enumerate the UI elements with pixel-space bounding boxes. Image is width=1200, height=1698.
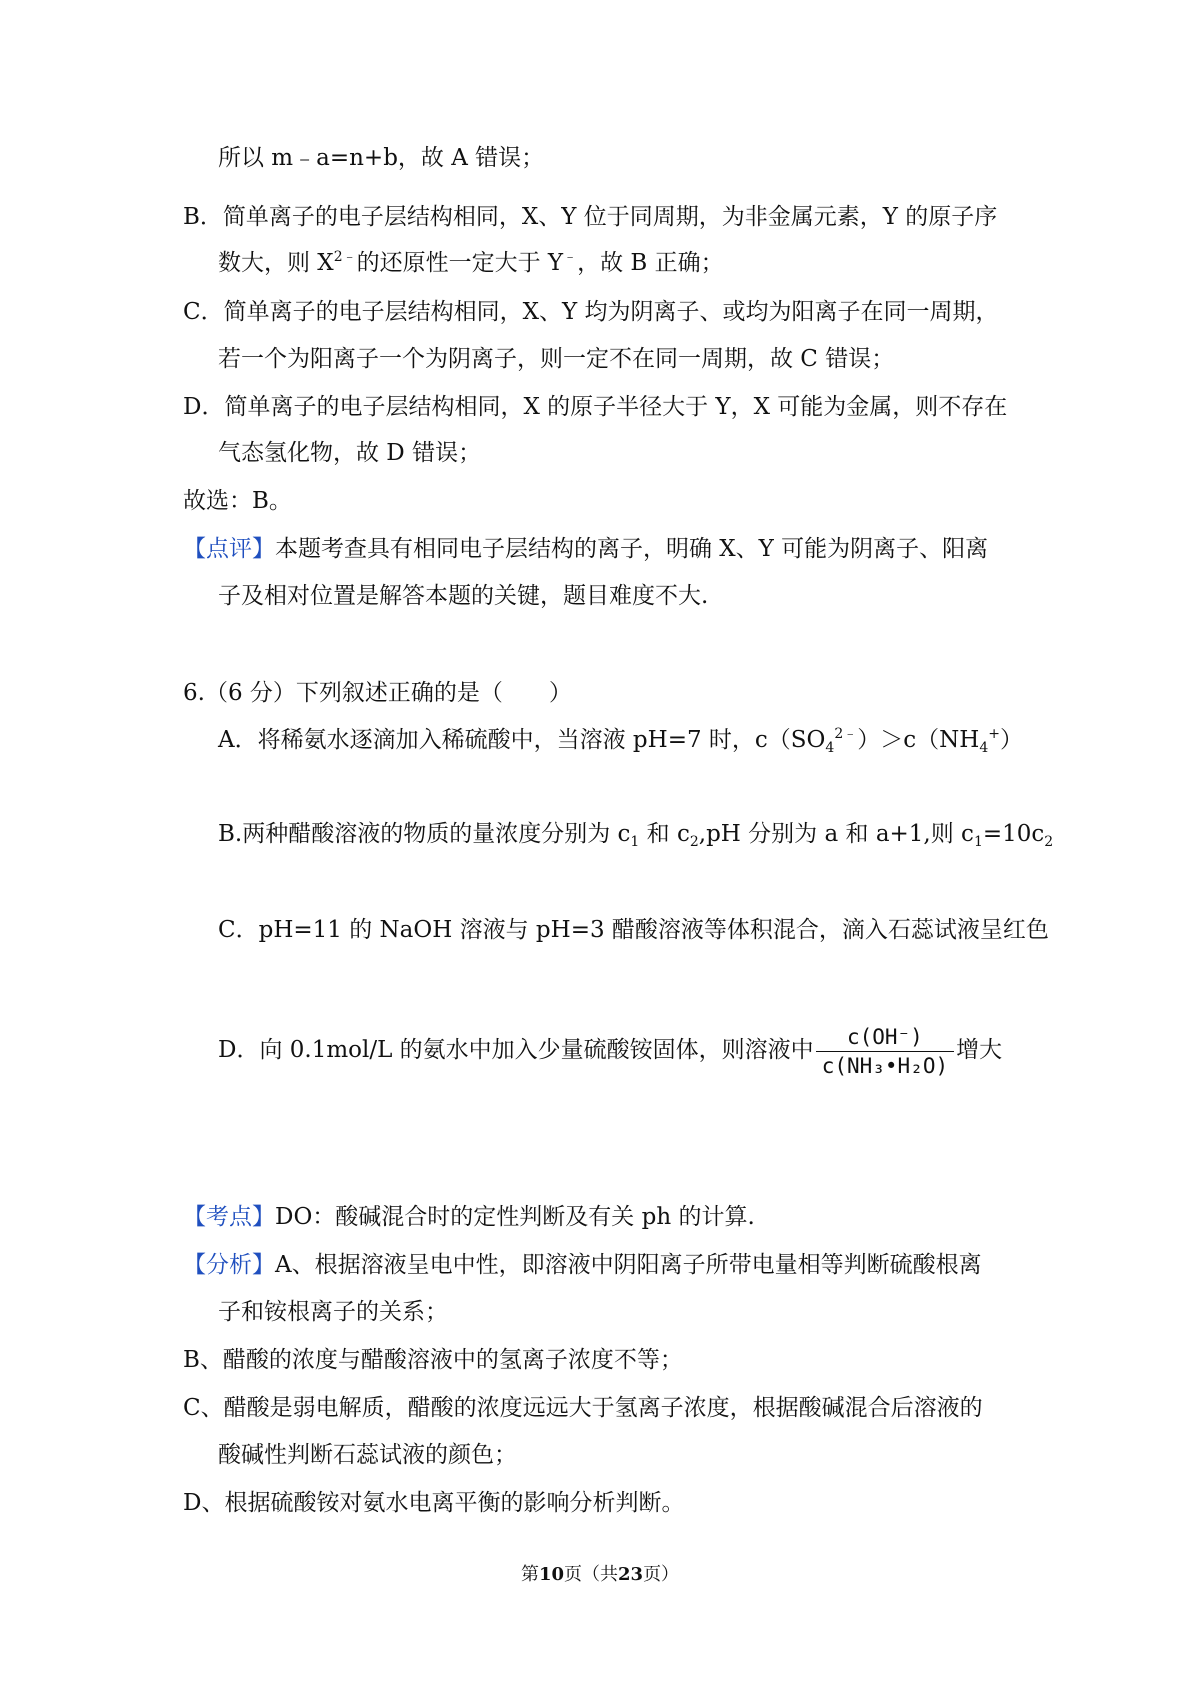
text-line: B．简单离子的电子层结构相同，X、Y 位于同周期，为非金属元素，Y 的原子序 (183, 204, 998, 230)
text-line: 数大，则 $X^{2﹣}$的还原性一定大于 Y﹣，故 B 正确； (218, 249, 724, 276)
question-stem: 6.（6 分）下列叙述正确的是（ ） (183, 680, 572, 706)
option-c: C．pH=11 的 NaOH 溶液与 pH=3 醋酸溶液等体积混合，滴入石蕊试液呈红色 (218, 917, 1049, 943)
text-line: C．简单离子的电子层结构相同，X、Y 均为阴离子、或均为阳离子在同一周期， (183, 299, 999, 325)
fenxi-line: 【分析】A、根据溶液呈电中性，即溶液中阴阳离子所带电量相等判断硫酸根离 (183, 1252, 982, 1278)
fenxi-tag: 【分析】 (183, 1252, 275, 1278)
text-line: 子和铵根离子的关系； (218, 1299, 448, 1325)
text-line: D、根据硫酸铵对氨水电离平衡的影响分析判断。 (183, 1490, 685, 1516)
fraction-denominator: c(NH₃•H₂O) (821, 1053, 949, 1078)
text-line: 子及相对位置是解答本题的关键，题目难度不大. (218, 583, 709, 609)
fraction-image (816, 1024, 954, 1079)
option-d: D．向 0.1mol/L 的氨水中加入少量硫酸铵固体，则溶液中 $\frac{c(OH^-)}{\text{c(NH₃•H₂O)}}$ 增大 (218, 1024, 1003, 1078)
page-total: 23 (618, 1564, 644, 1585)
fraction-numerator: c(OH⁻) (816, 1024, 954, 1052)
text-line: C、醋酸是弱电解质，醋酸的浓度远远大于氢离子浓度，根据酸碱混合后溶液的 (183, 1395, 983, 1421)
option-b: B.两种醋酸溶液的物质的量浓度分别为 $c_1$ 和 $c_2,pH$ 分别为 a 和 a+1,则 $c_1=10c_2$ (218, 821, 1054, 850)
page-number: 10 (538, 1564, 564, 1585)
text-line: 故选：B。 (183, 488, 292, 514)
text-line: 若一个为阳离子一个为阴离子，则一定不在同一周期，故 C 错误； (218, 346, 895, 372)
kaodian-tag: 【考点】 (183, 1204, 275, 1230)
text-line: 所以 m﹣a=n+b，故 A 错误； (218, 145, 545, 171)
text-line: 酸碱性判断石蕊试液的颜色； (218, 1442, 517, 1468)
page-footer: 第10页（共23页） (520, 1564, 680, 1585)
text-line: 气态氢化物，故 D 错误； (218, 440, 482, 466)
text-line: B、醋酸的浓度与醋酸溶液中的氢离子浓度不等； (183, 1347, 683, 1373)
option-a: A．将稀氨水逐滴加入稀硫酸中，当溶液 pH=7 时，$c(SO_4^{2﹣})>c(NH_4^+)$ (218, 726, 1023, 756)
comment-line: 【点评】本题考查具有相同电子层结构的离子，明确 X、Y 可能为阴离子、阳离 (183, 536, 989, 562)
comment-tag: 【点评】 (183, 536, 275, 562)
text-line: D．简单离子的电子层结构相同，X 的原子半径大于 Y，X 可能为金属，则不存在 (183, 394, 1008, 420)
kaodian-line: 【考点】DO：酸碱混合时的定性判断及有关 ph 的计算. (183, 1204, 755, 1230)
